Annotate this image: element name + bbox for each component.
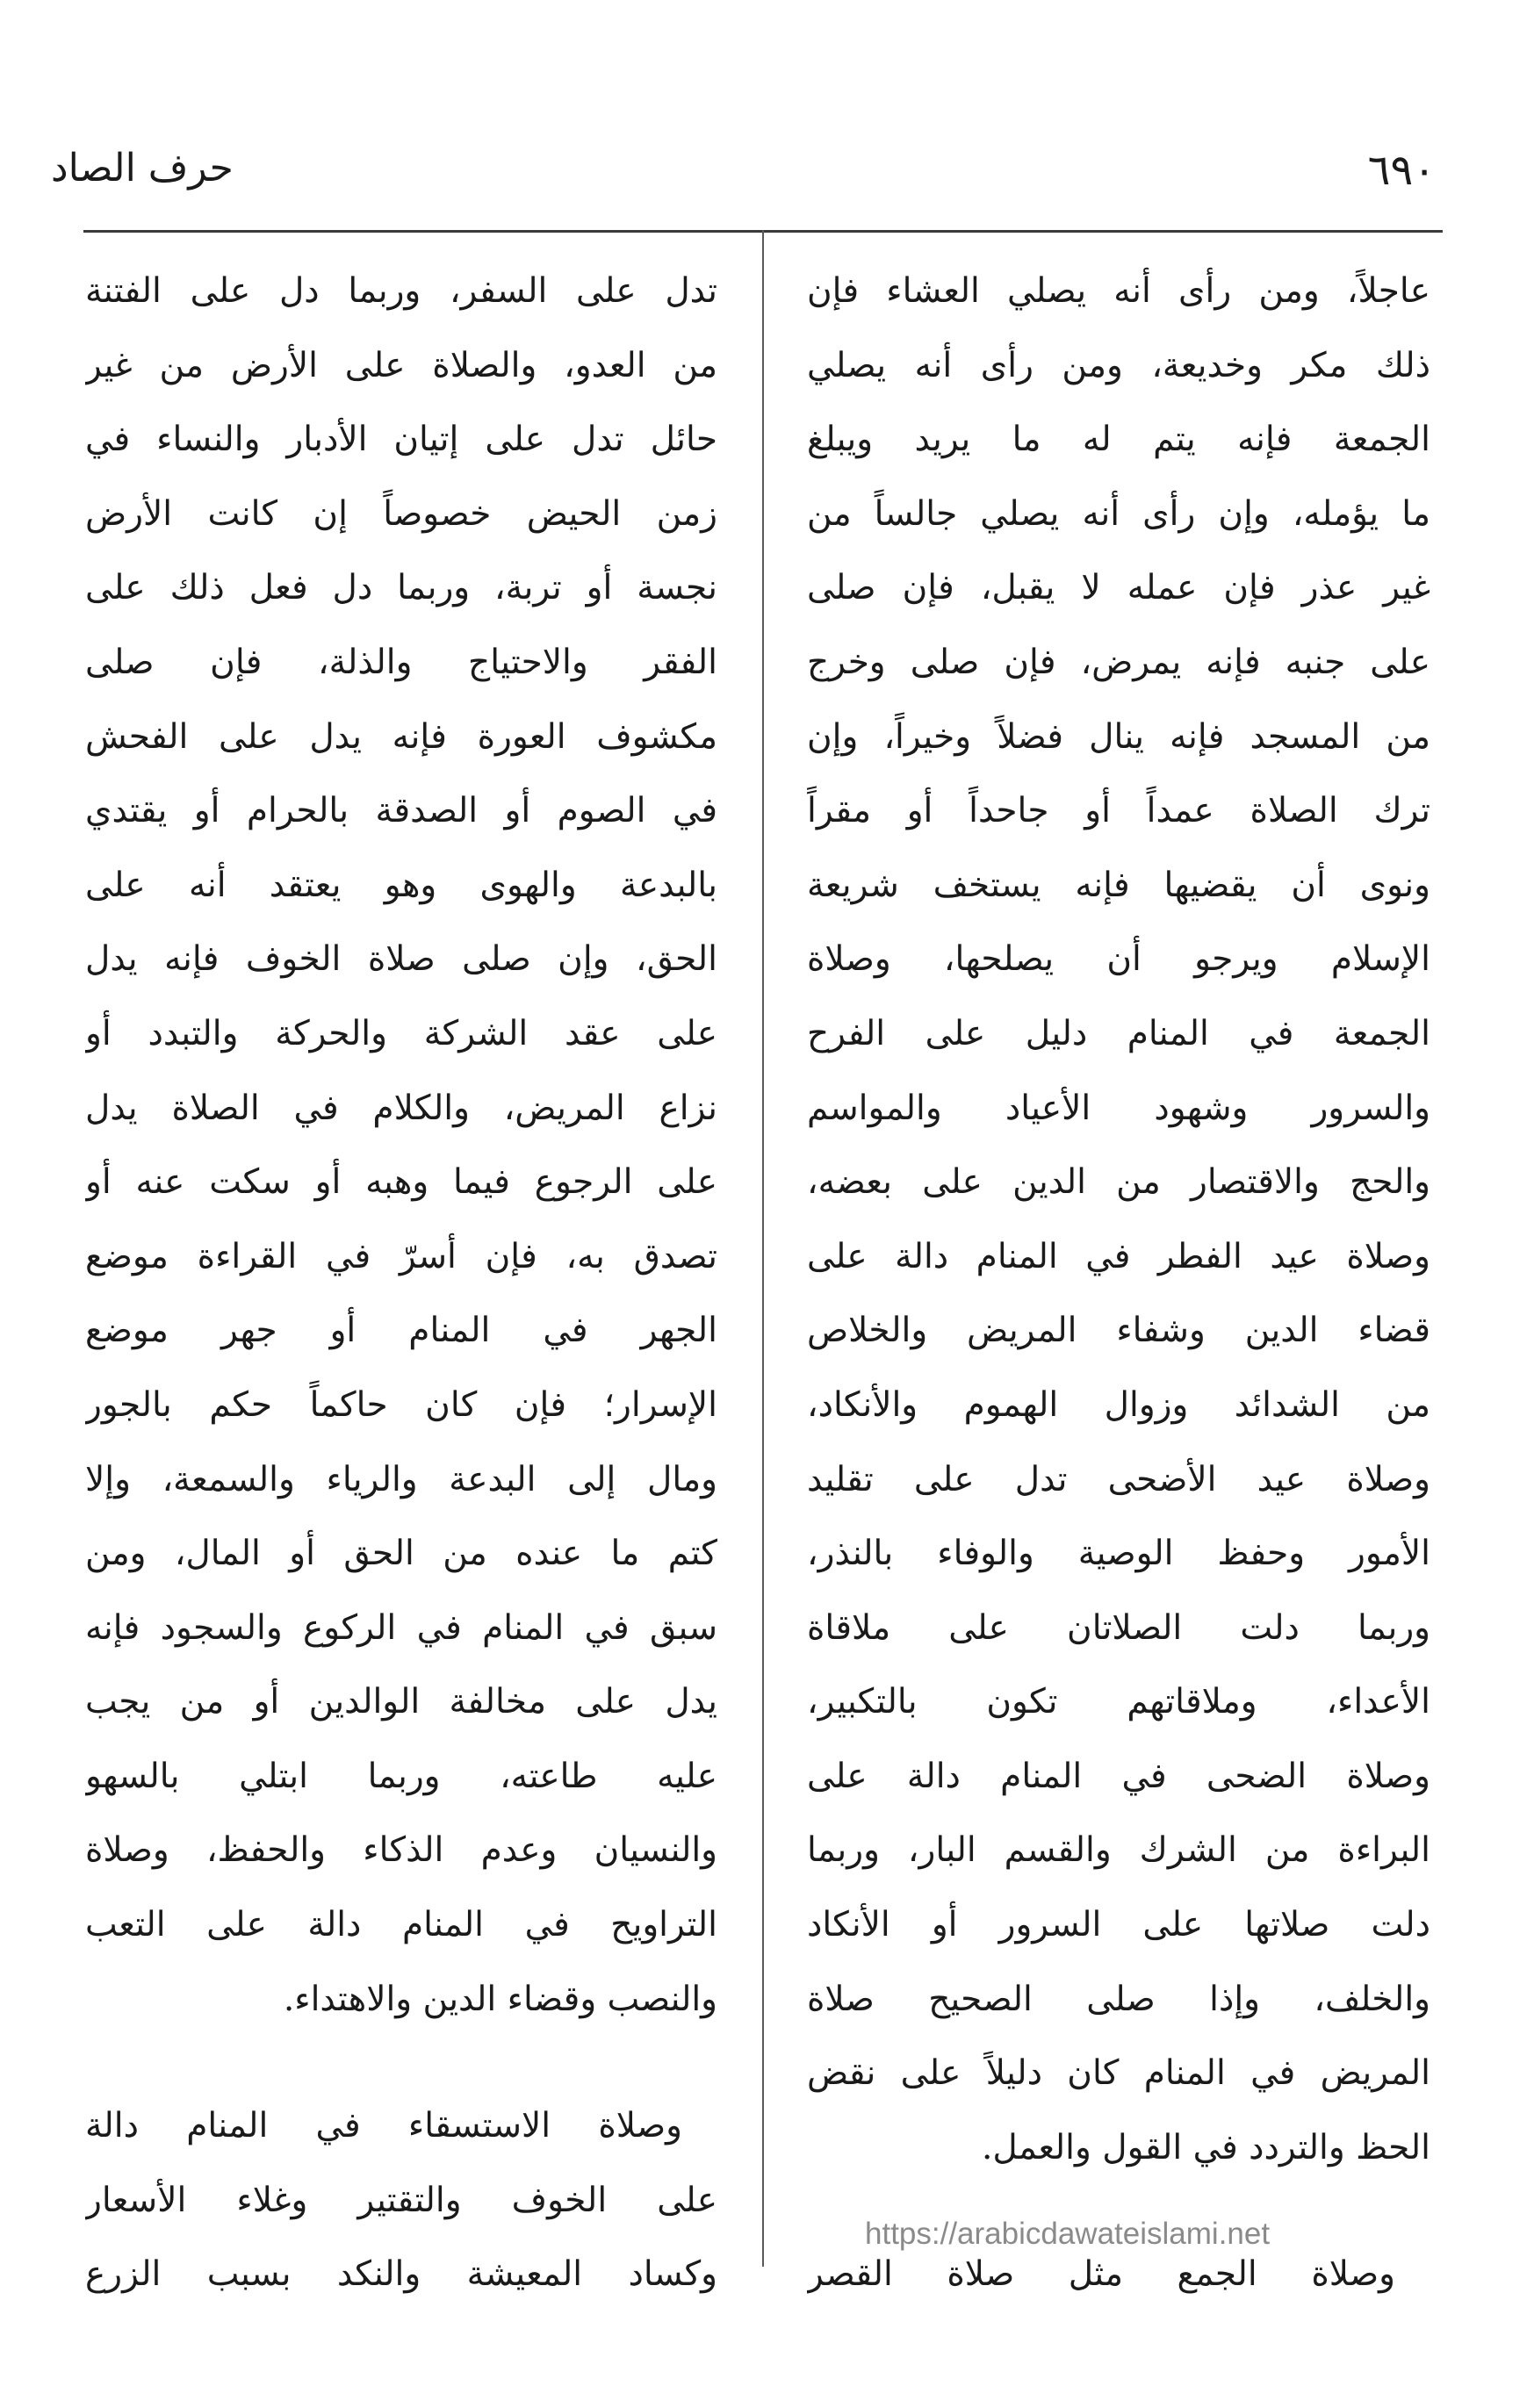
running-head: حرف الصاد: [51, 146, 234, 190]
text-line: زمن الحيض خصوصاً إن كانت الأرض: [85, 493, 717, 534]
text-line: غير عذر فإن عمله لا يقبل، فإن صلى: [807, 568, 1430, 608]
text-line: سبق في المنام في الركوع والسجود فإنه: [85, 1607, 717, 1648]
text-line: كتم ما عنده من الحق أو المال، ومن: [85, 1534, 717, 1574]
text-line: وربما دلت الصلاتان على ملاقاة: [807, 1607, 1430, 1648]
text-line: تدل على السفر، وربما دل على الفتنة: [85, 271, 717, 311]
left-paragraph-2: [85, 2089, 717, 2312]
text-line: في الصوم أو الصدقة بالحرام أو يقتدي: [85, 791, 717, 831]
text-line: والنسيان وعدم الذكاء والحفظ، وصلاة: [85, 1830, 717, 1871]
text-line: والسرور وشهود الأعياد والمواسم: [807, 1088, 1430, 1128]
text-line: ومال إلى البدعة والرياء والسمعة، وإلا: [85, 1459, 717, 1499]
text-line: من المسجد فإنه ينال فضلاً وخيراً، وإن: [807, 716, 1430, 757]
left-column: [85, 255, 717, 2312]
text-line: يدل على مخالفة الوالدين أو من يجب: [85, 1682, 717, 1722]
text-line: نزاع المريض، والكلام في الصلاة يدل: [85, 1088, 717, 1128]
text-line: بالبدعة والهوى وهو يعتقد أنه على: [85, 865, 717, 905]
text-line: ونوى أن يقضيها فإنه يستخف شريعة: [807, 865, 1430, 905]
text-line: قضاء الدين وشفاء المريض والخلاص: [807, 1311, 1430, 1351]
text-line: الأمور وحفظ الوصية والوفاء بالنذر،: [807, 1534, 1430, 1574]
text-line: الفقر والاحتياج والذلة، فإن صلى: [85, 642, 717, 682]
text-line: ترك الصلاة عمداً أو جاحداً أو مقراً: [807, 791, 1430, 831]
text-line: المريض في المنام كان دليلاً على نقض: [807, 2053, 1430, 2094]
paragraph-gap: [85, 2037, 717, 2089]
text-line: على جنبه فإنه يمرض، فإن صلى وخرج: [807, 642, 1430, 682]
text-line: الإسرار؛ فإن كان حاكماً حكم بالجور: [85, 1384, 717, 1425]
text-line: والحج والاقتصار من الدين على بعضه،: [807, 1162, 1430, 1203]
text-line: عاجلاً، ومن رأى أنه يصلي العشاء فإن: [807, 271, 1430, 311]
text-line: دلت صلاتها على السرور أو الأنكاد: [807, 1905, 1430, 1945]
text-line: وصلاة الجمع مثل صلاة القصر: [807, 2254, 1395, 2295]
text-line: وصلاة عيد الأضحى تدل على تقليد: [807, 1459, 1430, 1499]
text-line: عليه طاعته، وربما ابتلي بالسهو: [85, 1756, 717, 1796]
text-line: الأعداء، وملاقاتهم تكون بالتكبير،: [807, 1682, 1430, 1722]
text-line: على الرجوع فيما وهبه أو سكت عنه أو: [85, 1162, 717, 1203]
text-line: نجسة أو تربة، وربما دل فعل ذلك على: [85, 568, 717, 608]
text-line: الجمعة فإنه يتم له ما يريد ويبلغ: [807, 420, 1430, 460]
text-line: والنصب وقضاء الدين والاهتداء.: [283, 1979, 717, 2019]
text-line: الحظ والتردد في القول والعمل.: [982, 2127, 1430, 2167]
left-paragraph-1: [85, 255, 717, 2037]
column-divider: [762, 230, 764, 2267]
right-paragraph-1: [807, 255, 1430, 2185]
text-line: وصلاة عيد الفطر في المنام دالة على: [807, 1236, 1430, 1276]
text-line: من العدو، والصلاة على الأرض من غير: [85, 345, 717, 385]
text-line: من الشدائد وزوال الهموم والأنكاد،: [807, 1384, 1430, 1425]
text-line: الجمعة في المنام دليل على الفرح: [807, 1013, 1430, 1053]
text-line: تصدق به، فإن أسرّ في القراءة موضع: [85, 1236, 717, 1276]
text-line: ذلك مكر وخديعة، ومن رأى أنه يصلي: [807, 345, 1430, 385]
text-line: مكشوف العورة فإنه يدل على الفحش: [85, 716, 717, 757]
text-line: ما يؤمله، وإن رأى أنه يصلي جالساً من: [807, 493, 1430, 534]
text-line: البراءة من الشرك والقسم البار، وربما: [807, 1830, 1430, 1871]
text-line: الإسلام ويرجو أن يصلحها، وصلاة: [807, 939, 1430, 980]
text-line: الحق، وإن صلى صلاة الخوف فإنه يدل: [85, 939, 717, 980]
text-line: والخلف، وإذا صلى الصحيح صلاة: [807, 1979, 1430, 2019]
text-line: حائل تدل على إتيان الأدبار والنساء في: [85, 420, 717, 460]
watermark-url: https://arabicdawateislami.net: [865, 2217, 1271, 2251]
text-line: التراويح في المنام دالة على التعب: [85, 1905, 717, 1945]
page-number: ٦٩٠: [1367, 146, 1436, 195]
text-line: وكساد المعيشة والنكد بسبب الزرع: [85, 2254, 717, 2295]
text-line: على عقد الشركة والحركة والتبدد أو: [85, 1013, 717, 1053]
text-line: الجهر في المنام أو جهر موضع: [85, 1311, 717, 1351]
text-line: وصلاة الضحى في المنام دالة على: [807, 1756, 1430, 1796]
right-column: [807, 255, 1430, 2312]
text-line: وصلاة الاستسقاء في المنام دالة: [85, 2106, 682, 2146]
text-line: على الخوف والتقتير وغلاء الأسعار: [85, 2180, 717, 2220]
